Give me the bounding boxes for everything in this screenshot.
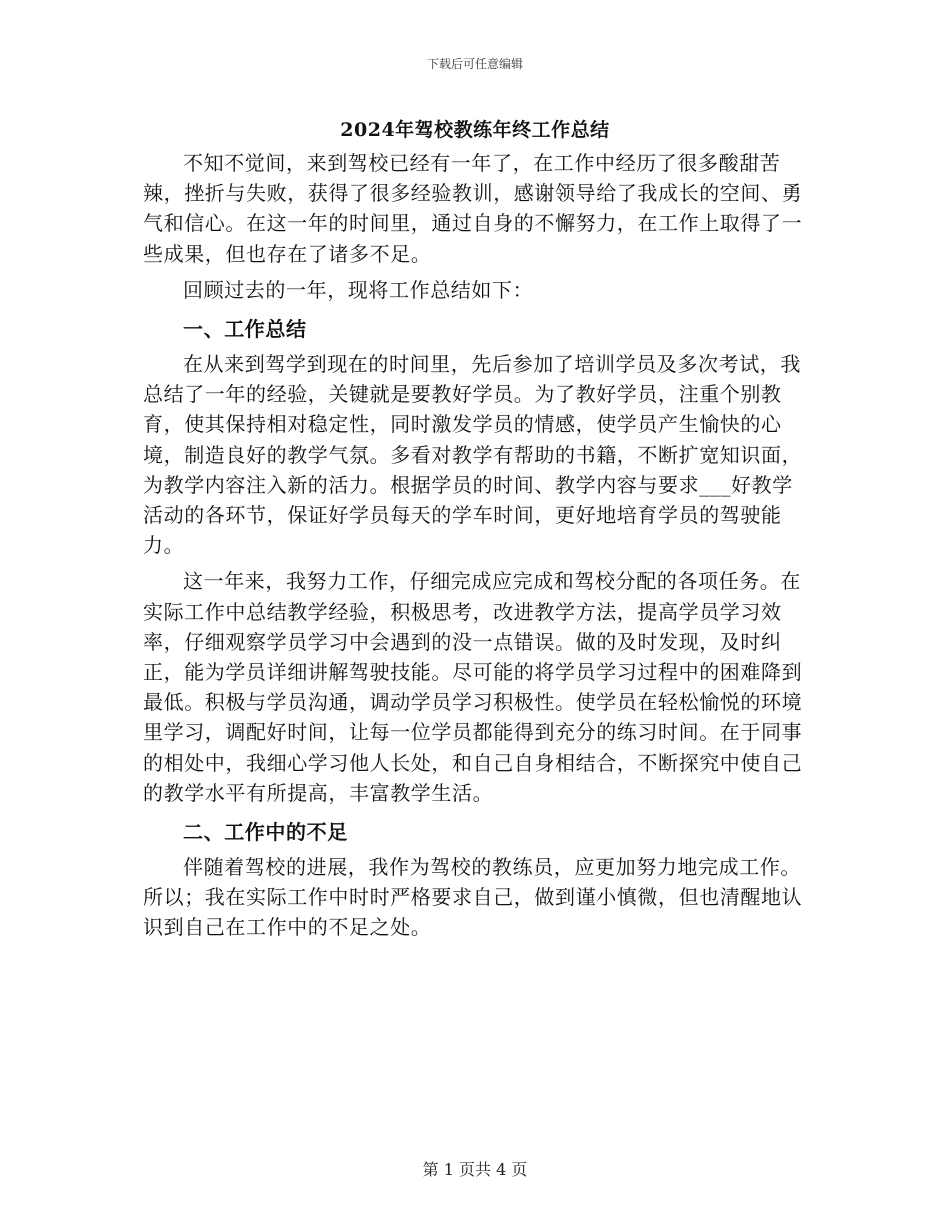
paragraph-intro: 不知不觉间，来到驾校已经有一年了，在工作中经历了很多酸甜苦辣，挫折与失败，获得了很多经验教训，感谢领导给了我成长的空间、勇气和信心。在这一年的时间里，通过自身的不懈努力，在工作上取得了一些成果，但也存在了诸多不足。 [143,151,803,266]
paragraph-shortcomings: 伴随着驾校的进展，我作为驾校的教练员，应更加努力地完成工作。所以；我在实际工作中时时严格要求自己，做到谨小慎微，但也清醒地认识到自己在工作中的不足之处。 [143,855,803,940]
paragraph-work-summary-1: 在从来到驾学到现在的时间里，先后参加了培训学员及多次考试，我总结了一年的经验，关键就是要教好学员。为了教好学员，注重个别教育，使其保持相对稳定性，同时激发学员的情感，使学员产生愉快的心境，制造良好的教学气氛。多看对教学有帮助的书籍，不断扩宽知识面，为教学内容注入新的活力。根据学员的时间、教学内容与要求___好教学活动的各环节，保证好学员每天的学车时间，更好地培育学员的驾驶能力。 [143,352,803,558]
paragraph-work-summary-2: 这一年来，我努力工作，仔细完成应完成和驾校分配的各项任务。在实际工作中总结教学经验，积极思考，改进教学方法，提高学员学习效率，仔细观察学员学习中会遇到的没一点错误。做的及时发现，及时纠正，能为学员详细讲解驾驶技能。尽可能的将学员学习过程中的困难降到最低。积极与学员沟通，调动学员学习积极性。使学员在轻松愉悦的环境里学习，调配好时间，让每一位学员都能得到充分的练习时间。在于同事的相处中，我细心学习他人长处，和自己自身相结合，不断探究中使自己的教学水平有所提高，丰富教学生活。 [143,569,803,805]
page-number: 第 1 页共 4 页 [422,1160,528,1179]
document-title: 2024年驾校教练年终工作总结 [340,119,610,141]
document-body [143,148,808,943]
section-heading-shortcomings: 二、工作中的不足 [183,820,348,845]
section-heading-work-summary: 一、工作总结 [183,317,307,342]
paragraph-review: 回顾过去的一年，现将工作总结如下： [183,277,534,302]
header-note: 下载后可任意编辑 [426,57,523,71]
